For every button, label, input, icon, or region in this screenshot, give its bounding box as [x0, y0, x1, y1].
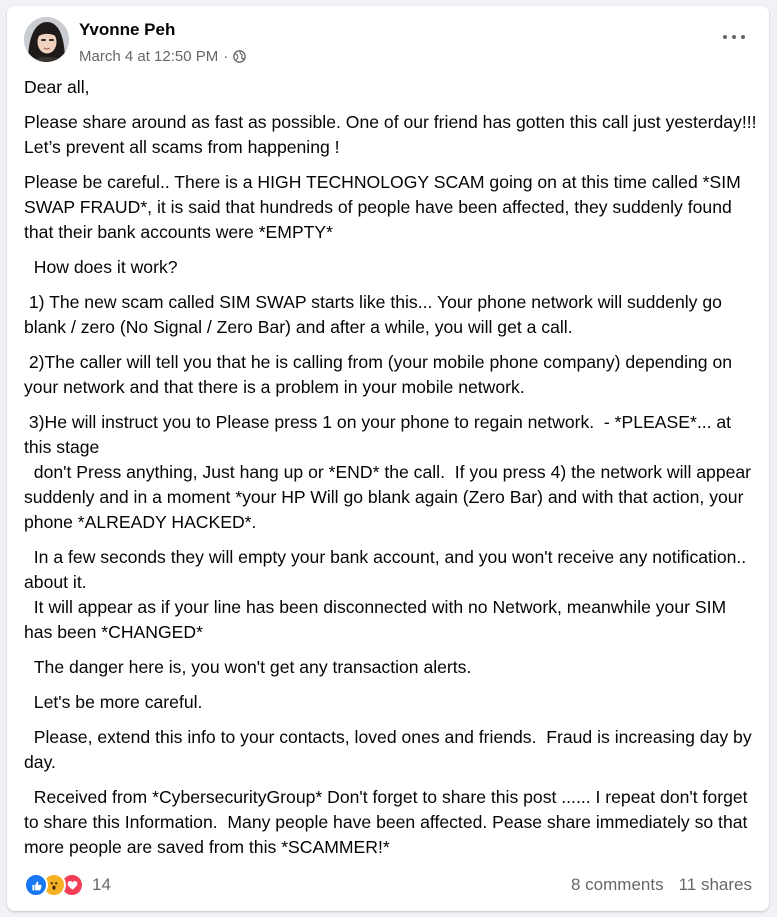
post-paragraph: In a few seconds they will empty your bank account, and you won't receive any notification.. about it. It will appear as if your line has been disconnected with no Network, meanwhile your SIM has been *CHANGED*	[24, 547, 747, 642]
meta-separator: ·	[223, 48, 229, 65]
author-name[interactable]: Yvonne Peh	[79, 20, 176, 39]
avatar[interactable]	[24, 17, 69, 62]
post-paragraph: Please, extend this info to your contacts, loved ones and friends. Fraud is increasing day by day.	[24, 727, 757, 772]
globe-icon[interactable]	[233, 50, 246, 63]
post-paragraph: Received from *CybersecurityGroup* Don't forget to share this post ...... I repeat don't forget to share this Information. Many people have been affected. Pease share immediately so that more people are saved from this *SCAMMER!*	[24, 787, 753, 857]
post-body	[24, 75, 762, 870]
post-paragraph: Please share around as fast as possible. One of our friend has gotten this call just yesterday!!! Let’s prevent all scams from happening !	[24, 112, 762, 157]
engagement-stats	[571, 875, 752, 895]
post-paragraph: 3)He will instruct you to Please press 1 on your phone to regain network. - *PLEASE*... at this stage don't Press anything, Just hang up or *END* the call. If you press 4) the network will appear suddenly and in a moment *your HP Will go blank again (Zero Bar) and with that action, your phone *ALREADY HACKED*.	[24, 412, 752, 532]
shares-count[interactable]: 11 shares	[678, 875, 752, 894]
post-card	[7, 6, 769, 911]
post-paragraph: How does it work?	[24, 257, 178, 277]
comments-count[interactable]: 8 comments	[571, 875, 664, 894]
reaction-count[interactable]: 14	[92, 875, 111, 894]
post-meta	[79, 48, 246, 65]
post-paragraph: Please be careful.. There is a HIGH TECHNOLOGY SCAM going on at this time called *SIM SWAP FRAUD*, it is said that hundreds of people have been affected, they suddenly found that their bank accounts were *EMPTY*	[24, 172, 746, 242]
avatar-image	[24, 17, 69, 62]
reactions-summary[interactable]	[24, 873, 111, 897]
post-paragraph: Dear all,	[24, 77, 90, 97]
more-options-icon[interactable]	[723, 32, 745, 42]
post-paragraph: 1) The new scam called SIM SWAP starts like this... Your phone network will suddenly go blank / zero (No Signal / Zero Bar) and after a while, you will get a call.	[24, 292, 727, 337]
post-footer	[24, 872, 752, 898]
post-paragraph: The danger here is, you won't get any transaction alerts.	[24, 657, 472, 677]
post-paragraph: Let's be more careful.	[24, 692, 203, 712]
like-icon	[24, 873, 48, 897]
post-timestamp[interactable]: March 4 at 12:50 PM	[79, 48, 219, 65]
post-paragraph: 2)The caller will tell you that he is calling from (your mobile phone company) depending on your network and that there is a problem in your mobile network.	[24, 352, 737, 397]
